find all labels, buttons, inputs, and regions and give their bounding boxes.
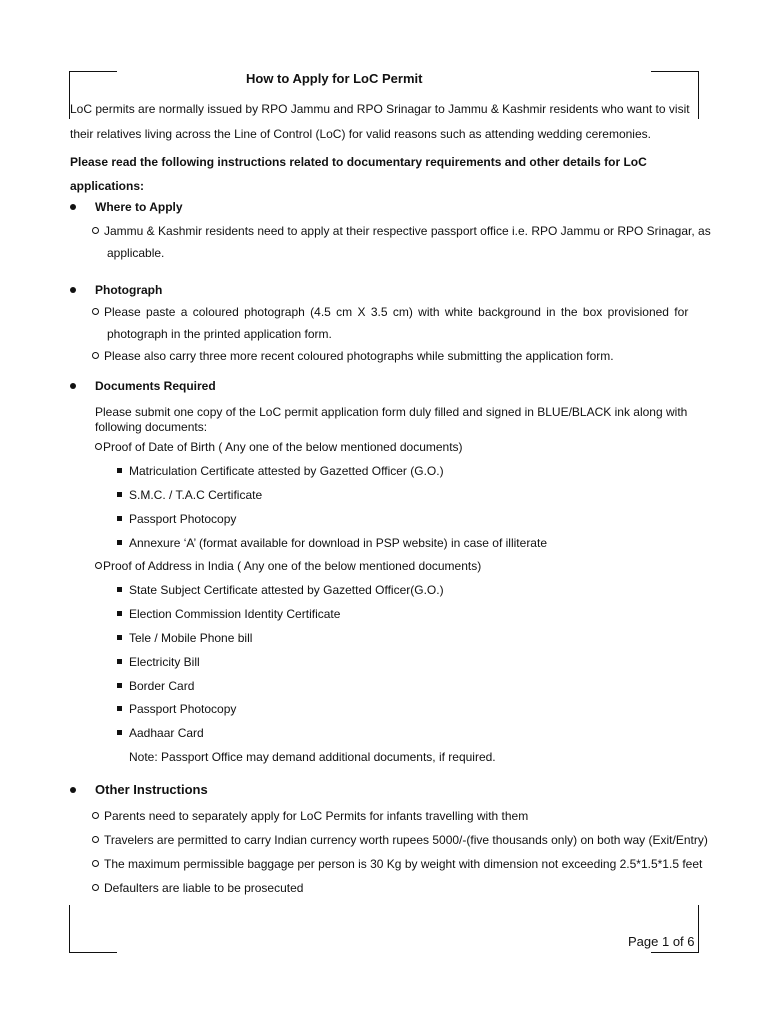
other-instructions-item-text: The maximum permissible baggage per person is 30 Kg by weight with dimension not exceeding 2.5*1.5*1.5 feet — [104, 857, 703, 871]
documents-intro-line-2: following documents: — [95, 420, 208, 434]
square-bullet-icon — [117, 611, 122, 616]
photograph-item-2 — [92, 349, 614, 363]
other-instructions-item — [92, 809, 528, 823]
circle-bullet-icon — [92, 860, 99, 867]
address-item: State Subject Certificate attested by Gazetted Officer(G.O.) — [129, 583, 444, 597]
where-to-apply-item-line-1: Jammu & Kashmir residents need to apply at their respective passport office i.e. RPO Jammu or RPO Srinagar, as — [104, 224, 711, 238]
circle-bullet-icon — [92, 227, 99, 234]
corner-mark-bottom-right-h — [651, 952, 699, 953]
square-bullet-icon — [117, 730, 122, 735]
circle-bullet-icon — [92, 308, 99, 315]
bullet-icon — [70, 383, 76, 389]
square-bullet-icon — [117, 635, 122, 640]
dob-heading-text: Proof of Date of Birth ( Any one of the below mentioned documents) — [103, 440, 463, 454]
instructions-heading-line-2: applications: — [70, 179, 145, 193]
where-to-apply-heading: Where to Apply — [95, 200, 183, 214]
address-heading-text: Proof of Address in India ( Any one of the below mentioned documents) — [103, 559, 482, 573]
square-bullet-icon — [117, 659, 122, 664]
square-bullet-icon — [117, 492, 122, 497]
square-bullet-icon — [117, 468, 122, 473]
photograph-item-1-line-2: photograph in the printed application form. — [107, 327, 332, 341]
corner-mark-top-left-h — [69, 71, 117, 72]
circle-bullet-icon — [92, 352, 99, 359]
corner-mark-top-right-v — [698, 71, 699, 119]
instructions-heading-line-1: Please read the following instructions related to documentary requirements and other details for LoC — [70, 155, 647, 169]
corner-mark-bottom-left-v — [69, 905, 70, 953]
intro-line-2: their relatives living across the Line of Control (LoC) for valid reasons such as attending wedding ceremonies. — [70, 127, 651, 141]
address-item: Tele / Mobile Phone bill — [129, 631, 253, 645]
address-item: Aadhaar Card — [129, 726, 204, 740]
square-bullet-icon — [117, 540, 122, 545]
other-instructions-heading: Other Instructions — [95, 782, 208, 797]
circle-bullet-icon — [95, 562, 102, 569]
other-instructions-item-text: Parents need to separately apply for LoC Permits for infants travelling with them — [104, 809, 529, 823]
intro-line-1: LoC permits are normally issued by RPO Jammu and RPO Srinagar to Jammu & Kashmir residents who want to visit — [70, 102, 690, 116]
other-instructions-item-text: Defaulters are liable to be prosecuted — [104, 881, 304, 895]
page-title: How to Apply for LoC Permit — [246, 71, 423, 86]
dob-heading — [95, 440, 463, 454]
documents-heading: Documents Required — [95, 379, 216, 393]
square-bullet-icon — [117, 516, 122, 521]
other-instructions-item — [92, 857, 702, 871]
dob-item: Annexure ‘A’ (format available for download in PSP website) in case of illiterate — [129, 536, 547, 550]
where-to-apply-item-line-2: applicable. — [107, 246, 165, 260]
dob-item: Passport Photocopy — [129, 512, 237, 526]
square-bullet-icon — [117, 683, 122, 688]
documents-note: Note: Passport Office may demand additional documents, if required. — [129, 750, 496, 764]
circle-bullet-icon — [95, 443, 102, 450]
circle-bullet-icon — [92, 836, 99, 843]
corner-mark-bottom-right-v — [698, 905, 699, 953]
circle-bullet-icon — [92, 812, 99, 819]
corner-mark-top-right-h — [651, 71, 699, 72]
dob-item: Matriculation Certificate attested by Gazetted Officer (G.O.) — [129, 464, 444, 478]
address-item: Passport Photocopy — [129, 702, 237, 716]
bullet-icon — [70, 787, 76, 793]
photograph-item-1 — [92, 305, 688, 319]
photograph-item-1-line-1: Please paste a coloured photograph (4.5 cm X 3.5 cm) with white background in the box provisioned for — [104, 305, 689, 319]
other-instructions-item-text: Travelers are permitted to carry Indian currency worth rupees 5000/-(five thousands only) on both way (Exit/Entry) — [104, 833, 708, 847]
corner-mark-bottom-left-h — [69, 952, 117, 953]
photograph-heading: Photograph — [95, 283, 163, 297]
documents-intro-line-1: Please submit one copy of the LoC permit application form duly filled and signed in BLUE/BLACK ink along with — [95, 405, 688, 419]
page-number: Page 1 of 6 — [628, 934, 695, 949]
other-instructions-item — [92, 881, 303, 895]
circle-bullet-icon — [92, 884, 99, 891]
where-to-apply-item — [92, 224, 711, 238]
other-instructions-item — [92, 833, 708, 847]
address-item: Border Card — [129, 679, 195, 693]
square-bullet-icon — [117, 706, 122, 711]
address-heading — [95, 559, 481, 573]
address-item: Election Commission Identity Certificate — [129, 607, 341, 621]
bullet-icon — [70, 204, 76, 210]
address-item: Electricity Bill — [129, 655, 200, 669]
square-bullet-icon — [117, 587, 122, 592]
bullet-icon — [70, 287, 76, 293]
dob-item: S.M.C. / T.A.C Certificate — [129, 488, 263, 502]
photograph-item-2-text: Please also carry three more recent coloured photographs while submitting the application form. — [104, 349, 614, 363]
